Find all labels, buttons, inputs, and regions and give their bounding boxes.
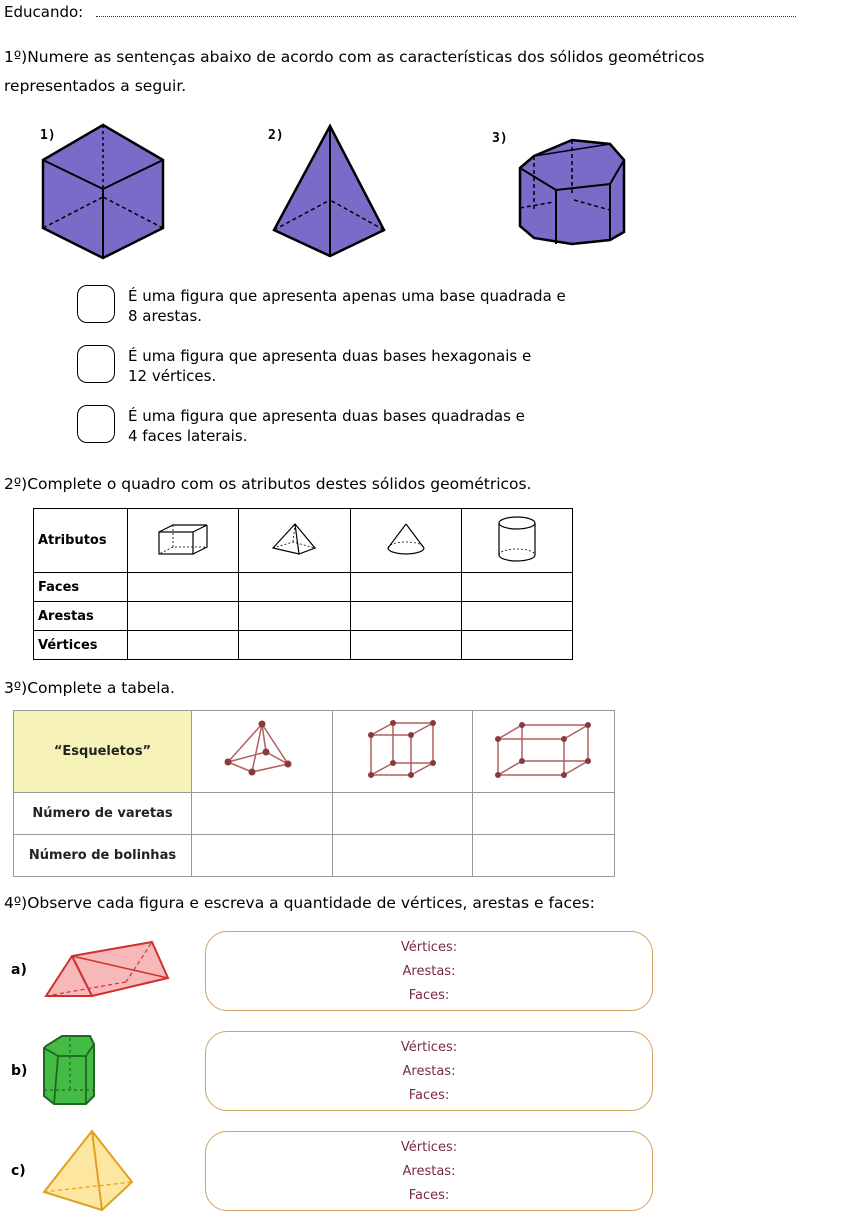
answer-cell[interactable] — [191, 793, 332, 835]
skeletons-header: “Esqueletos” — [14, 711, 192, 793]
triangular-prism-icon — [42, 938, 174, 1002]
pyramid-icon — [268, 122, 392, 262]
statement-3-checkbox[interactable] — [77, 405, 115, 443]
answer-cell[interactable] — [461, 573, 572, 602]
table-col-cube — [128, 509, 239, 573]
table-col-pyramid — [239, 509, 350, 573]
figure-1-label: 1) — [40, 128, 56, 143]
faces-label: Faces: — [408, 1088, 450, 1103]
table-row — [14, 793, 615, 835]
green-hexagonal-prism-icon — [40, 1034, 96, 1108]
vertices-label: Vértices: — [400, 1040, 458, 1055]
table-row — [34, 602, 573, 631]
hexagonal-prism-icon — [514, 134, 628, 252]
answer-cell[interactable] — [461, 602, 572, 631]
q3-title: 3º)Complete a tabela. — [4, 679, 175, 697]
item-a-answer-box[interactable] — [205, 931, 653, 1011]
arestas-label: Arestas: — [402, 964, 456, 979]
row-label-varetas: Número de varetas — [14, 793, 192, 835]
yellow-pyramid-icon — [40, 1128, 136, 1214]
faces-label: Faces: — [408, 1188, 450, 1203]
cube-icon — [38, 122, 168, 262]
answer-cell[interactable] — [461, 631, 572, 660]
educando-name-line[interactable] — [96, 16, 796, 17]
arestas-label: Arestas: — [402, 1064, 456, 1079]
cube-skeleton-icon — [365, 717, 441, 783]
educando-label: Educando: — [4, 3, 84, 21]
skeletons-table — [13, 710, 615, 877]
skeleton-pyramid-cell — [191, 711, 332, 793]
attributes-header: Atributos — [34, 509, 128, 573]
statement-1-line2: 8 arestas. — [128, 307, 203, 325]
statement-2-checkbox[interactable] — [77, 345, 115, 383]
figure-3-label: 3) — [492, 131, 508, 146]
attributes-table — [33, 508, 573, 660]
item-b-answer-box[interactable] — [205, 1031, 653, 1111]
arestas-label: Arestas: — [402, 1164, 456, 1179]
table-row — [14, 835, 615, 877]
skeleton-prism-cell — [473, 711, 615, 793]
q1-title-line2: representados a seguir. — [4, 77, 187, 95]
answer-cell[interactable] — [473, 793, 615, 835]
table-row — [34, 573, 573, 602]
statement-1-line1: É uma figura que apresenta apenas uma base quadrada e — [128, 287, 566, 305]
answer-cell[interactable] — [332, 835, 473, 877]
cube-outline-icon — [155, 522, 211, 556]
item-a-letter: a) — [11, 962, 27, 978]
item-c-answer-box[interactable] — [205, 1131, 653, 1211]
rectangular-prism-skeleton-icon — [492, 717, 596, 783]
row-label-arestas: Arestas — [34, 602, 128, 631]
item-b-letter: b) — [11, 1063, 28, 1079]
answer-cell[interactable] — [350, 573, 461, 602]
answer-cell[interactable] — [332, 793, 473, 835]
q1-title-line1: 1º)Numere as sentenças abaixo de acordo com as características dos sólidos geométricos — [4, 48, 705, 66]
skeleton-cube-cell — [332, 711, 473, 793]
answer-cell[interactable] — [191, 835, 332, 877]
statement-3-line2: 4 faces laterais. — [128, 427, 248, 445]
table-row — [34, 631, 573, 660]
answer-cell[interactable] — [239, 573, 350, 602]
pyramid-outline-icon — [269, 522, 319, 556]
answer-cell[interactable] — [128, 631, 239, 660]
vertices-label: Vértices: — [400, 1140, 458, 1155]
statement-3-line1: É uma figura que apresenta duas bases quadradas e — [128, 407, 525, 425]
statement-2-line1: É uma figura que apresenta duas bases hexagonais e — [128, 347, 532, 365]
pyramid-skeleton-icon — [222, 718, 302, 782]
row-label-bolinhas: Número de bolinhas — [14, 835, 192, 877]
cylinder-outline-icon — [495, 515, 539, 563]
item-c-letter: c) — [11, 1163, 26, 1179]
statement-2-line2: 12 vértices. — [128, 367, 217, 385]
answer-cell[interactable] — [128, 602, 239, 631]
q2-title: 2º)Complete o quadro com os atributos destes sólidos geométricos. — [4, 475, 532, 493]
faces-label: Faces: — [408, 988, 450, 1003]
cone-outline-icon — [384, 522, 428, 556]
answer-cell[interactable] — [473, 835, 615, 877]
answer-cell[interactable] — [239, 602, 350, 631]
answer-cell[interactable] — [350, 602, 461, 631]
row-label-faces: Faces — [34, 573, 128, 602]
table-col-cone — [350, 509, 461, 573]
answer-cell[interactable] — [239, 631, 350, 660]
statement-1-checkbox[interactable] — [77, 285, 115, 323]
row-label-vertices: Vértices — [34, 631, 128, 660]
table-col-cylinder — [461, 509, 572, 573]
answer-cell[interactable] — [350, 631, 461, 660]
q4-title: 4º)Observe cada figura e escreva a quantidade de vértices, arestas e faces: — [4, 894, 595, 912]
answer-cell[interactable] — [128, 573, 239, 602]
vertices-label: Vértices: — [400, 940, 458, 955]
figure-2-label: 2) — [268, 128, 284, 143]
